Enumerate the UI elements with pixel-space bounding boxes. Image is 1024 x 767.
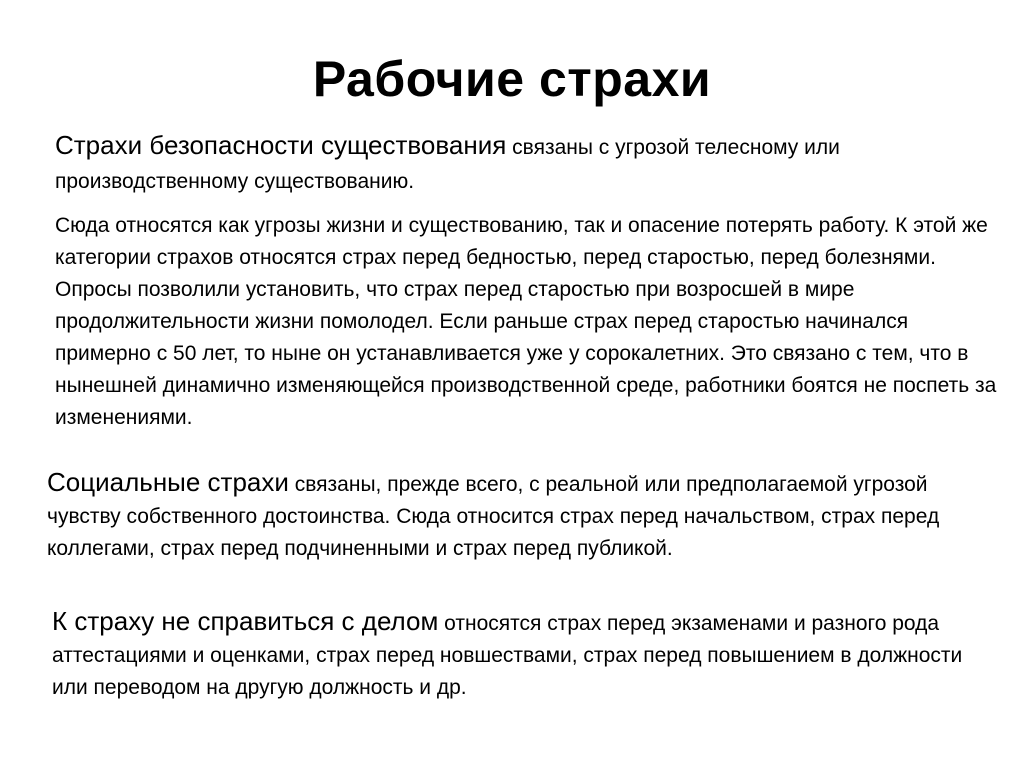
- social-fears-definition-text: связаны, прежде всего, с реальной или предполагаемой угрозой чувству собственного достоинства. Сюда относится страх перед начальством, страх перед коллегами, страх перед подчиненными и страх перед публикой.: [47, 473, 940, 560]
- social-fears-term: Социальные страхи: [47, 467, 289, 497]
- security-fears-definition: [55, 128, 995, 199]
- security-fears-definition-text: связаны с угрозой телесному или производственному существованию.: [55, 136, 840, 193]
- security-fears-term: Страхи безопасности существования: [55, 130, 507, 160]
- failure-fears-term: К страху не справиться с делом: [52, 606, 439, 636]
- failure-fears-paragraph: [52, 605, 982, 704]
- social-fears-paragraph: [47, 466, 977, 565]
- security-fears-details: Сюда относятся как угрозы жизни и существованию, так и опасение потерять работу. К этой же категории страхов относятся страх перед бедностью, перед старостью, перед болезнями. Опросы позволили установить, что страх перед старостью при возросшей в мире продолжительности жизни помолодел. Если раньше страх перед старостью начинался примерно с 50 лет, то ныне он устанавливается уже у сорокалетних. Это связано с тем, что в нынешней динамично изменяющейся производственной среде, работники боятся не поспеть за изменениями.: [55, 214, 997, 429]
- slide-title: Рабочие страхи: [312, 51, 712, 107]
- failure-fears-definition-text: относятся страх перед экзаменами и разного рода аттестациями и оценками, страх перед новшествами, страх перед повышением в должности или переводом на другую должность и др.: [52, 612, 963, 699]
